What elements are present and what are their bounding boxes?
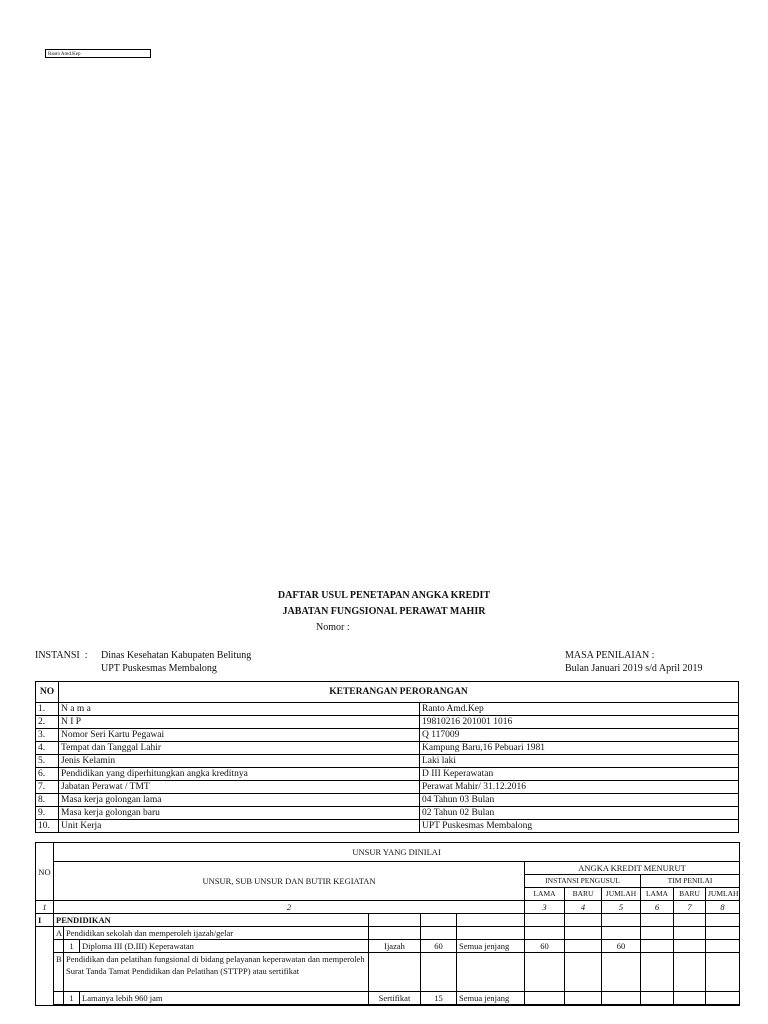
empty-cell [369, 953, 421, 992]
ident-label: Pendidikan yang diperhitungkan angka kreditnya [59, 768, 420, 781]
masa-penilaian [565, 649, 703, 675]
col-baru-2: BARU [674, 888, 706, 901]
pengusul-jumlah: 60 [602, 940, 641, 953]
ident-value: 04 Tahun 03 Bulan [420, 794, 739, 807]
subunsur-text: Pendidikan dan pelatihan fungsional di bidang pelayanan keperawatan dan memperoleh Surat Tanda Tamat Pendidikan dan Pelatihan (STTPP) atau sertifikat [64, 953, 369, 992]
ident-label: N I P [59, 716, 420, 729]
pengusul-lama [525, 992, 565, 1005]
ident-value: Ranto Amd.Kep [420, 703, 739, 716]
unsur-header-row-1 [36, 843, 740, 862]
subunsur-text: Pendidikan sekolah dan memperoleh ijazah/gelar [64, 927, 369, 940]
penilai-lama [641, 992, 674, 1005]
index-cell: 2 [54, 901, 525, 914]
empty-cell [706, 953, 740, 992]
penilai-jumlah [706, 992, 740, 1005]
empty-cell [602, 1005, 641, 1006]
penilai-baru [674, 992, 706, 1005]
empty-cell [54, 940, 64, 953]
index-row [36, 901, 740, 914]
ident-no: 10. [36, 820, 59, 833]
empty-cell [369, 927, 421, 940]
butir-ak: 15 [421, 992, 457, 1005]
ident-row [36, 768, 739, 781]
ident-no: 3. [36, 729, 59, 742]
ident-row [36, 742, 739, 755]
penilai-baru [674, 940, 706, 953]
butir-b1-row [36, 992, 740, 1005]
ident-value: Perawat Mahir/ 31.12.2016 [420, 781, 739, 794]
empty-cell [674, 953, 706, 992]
empty-cell [457, 953, 525, 992]
empty-cell [525, 1005, 565, 1006]
empty-cell [641, 927, 674, 940]
ident-no: 6. [36, 768, 59, 781]
empty-cell [674, 1005, 706, 1006]
butir-bukti: Ijazah [369, 940, 421, 953]
butir-no: 1 [64, 992, 80, 1005]
empty-cell [565, 953, 602, 992]
butir-text: Lamanya lebih 960 jam [80, 992, 369, 1005]
ident-value: Kampung Baru,16 Pebuari 1981 [420, 742, 739, 755]
ident-no: 1. [36, 703, 59, 716]
ident-col-header: KETERANGAN PERORANGAN [59, 682, 739, 703]
empty-cell [421, 953, 457, 992]
ident-value: 19810216 201001 1016 [420, 716, 739, 729]
ident-no: 5. [36, 755, 59, 768]
unsur-dinilai-header: UNSUR YANG DINILAI [54, 843, 740, 862]
section-title: PENDIDIKAN [54, 914, 369, 927]
empty-cell [602, 914, 641, 927]
unsur-header-row-2 [36, 862, 740, 875]
empty-cell [421, 1005, 457, 1006]
empty-cell [457, 927, 525, 940]
empty-cell [64, 1005, 80, 1006]
penilai-lama [641, 940, 674, 953]
ident-no: 7. [36, 781, 59, 794]
empty-cell [641, 914, 674, 927]
ident-no: 8. [36, 794, 59, 807]
ident-row [36, 781, 739, 794]
butir-jenjang: Semua jenjang [457, 940, 525, 953]
ident-label: Jenis Kelamin [59, 755, 420, 768]
section-no: I [36, 914, 54, 927]
instansi-label: INSTANSI [35, 650, 80, 661]
ident-label: Masa kerja golongan baru [59, 807, 420, 820]
document-title: DAFTAR USUL PENETAPAN ANGKA KREDIT [277, 590, 491, 601]
col-jumlah-1: JUMLAH [602, 888, 641, 901]
butir-text: Diploma III (D.III) Keperawatan [80, 940, 369, 953]
index-cell: 7 [674, 901, 706, 914]
empty-cell [641, 953, 674, 992]
subunsur-letter: A [54, 927, 64, 940]
unsur-dinilai-table [35, 842, 740, 1006]
index-cell: 1 [36, 901, 54, 914]
section-row [36, 914, 740, 927]
butir-ak: 60 [421, 940, 457, 953]
empty-cell [369, 1005, 421, 1006]
instansi-block [35, 649, 251, 675]
instansi-line2: UPT Puskesmas Membalong [101, 663, 217, 674]
name-tag: Ranto Amd.Kep [45, 49, 151, 58]
subunsur-b-row [36, 953, 740, 992]
col-jumlah-2: JUMLAH [706, 888, 740, 901]
ident-row [36, 820, 739, 833]
index-cell: 4 [565, 901, 602, 914]
ident-label: Nomor Seri Kartu Pegawai [59, 729, 420, 742]
ident-value: UPT Puskesmas Membalong [420, 820, 739, 833]
empty-cell [525, 927, 565, 940]
ident-row [36, 794, 739, 807]
empty-cell [36, 927, 54, 1006]
butir-a1-row [36, 940, 740, 953]
ident-value: Laki laki [420, 755, 739, 768]
subunsur-letter: B [54, 953, 64, 992]
empty-cell [525, 953, 565, 992]
index-cell: 6 [641, 901, 674, 914]
col-lama-1: LAMA [525, 888, 565, 901]
keterangan-perorangan-table [35, 681, 739, 833]
ident-row [36, 807, 739, 820]
empty-cell [421, 914, 457, 927]
index-cell: 3 [525, 901, 565, 914]
masa-label: MASA PENILAIAN : [565, 650, 655, 661]
unsur-sub-header: UNSUR, SUB UNSUR DAN BUTIR KEGIATAN [54, 862, 525, 901]
col-lama-2: LAMA [641, 888, 674, 901]
pengusul-baru [565, 992, 602, 1005]
ident-value: 02 Tahun 02 Bulan [420, 807, 739, 820]
col-baru-1: BARU [565, 888, 602, 901]
ident-no: 2. [36, 716, 59, 729]
ident-row [36, 703, 739, 716]
tim-penilai-header: TIM PENILAI [641, 875, 740, 888]
instansi-colon: : [84, 650, 88, 661]
butir-no: 1 [64, 940, 80, 953]
empty-cell [457, 1005, 525, 1006]
nomor-label: Nomor : [316, 622, 350, 633]
empty-cell [525, 914, 565, 927]
empty-cell [602, 953, 641, 992]
empty-cell [706, 914, 740, 927]
penilai-jumlah [706, 940, 740, 953]
ident-label: Masa kerja golongan lama [59, 794, 420, 807]
empty-cell [565, 927, 602, 940]
ident-no: 4. [36, 742, 59, 755]
ident-label: N a m a [59, 703, 420, 716]
ident-col-no: NO [36, 682, 59, 703]
instansi-line1: Dinas Kesehatan Kabupaten Belitung [101, 650, 252, 661]
subunsur-a-row [36, 927, 740, 940]
empty-cell [457, 914, 525, 927]
pengusul-lama: 60 [525, 940, 565, 953]
empty-cell [54, 992, 64, 1005]
instansi-pengusul-header: INSTANSI PENGUSUL [525, 875, 641, 888]
index-cell: 8 [706, 901, 740, 914]
empty-cell [421, 927, 457, 940]
ident-no: 9. [36, 807, 59, 820]
empty-cell [54, 1005, 64, 1006]
document-subtitle: JABATAN FUNGSIONAL PERAWAT MAHIR [282, 606, 486, 617]
empty-cell [80, 1005, 369, 1006]
empty-cell [706, 927, 740, 940]
ident-row [36, 729, 739, 742]
ident-row [36, 716, 739, 729]
ident-label: Tempat dan Tanggal Lahir [59, 742, 420, 755]
ident-value: Q 117009 [420, 729, 739, 742]
butir-jenjang: Semua jenjang [457, 992, 525, 1005]
empty-cell [602, 927, 641, 940]
empty-cell [674, 927, 706, 940]
empty-cell [706, 1005, 740, 1006]
ident-row [36, 755, 739, 768]
ident-label: Unit Kerja [59, 820, 420, 833]
ident-value: D III Keperawatan [420, 768, 739, 781]
pengusul-baru [565, 940, 602, 953]
butir-bukti: Sertifikat [369, 992, 421, 1005]
angka-kredit-header: ANGKA KREDIT MENURUT [525, 862, 740, 875]
unsur-col-no: NO [36, 843, 54, 901]
masa-value: Bulan Januari 2019 s/d April 2019 [565, 663, 703, 674]
butir-b2-row [36, 1005, 740, 1006]
index-cell: 5 [602, 901, 641, 914]
empty-cell [565, 914, 602, 927]
empty-cell [565, 1005, 602, 1006]
ident-label: Jabatan Perawat / TMT [59, 781, 420, 794]
empty-cell [674, 914, 706, 927]
empty-cell [641, 1005, 674, 1006]
pengusul-jumlah [602, 992, 641, 1005]
empty-cell [369, 914, 421, 927]
ident-header-row [36, 682, 739, 703]
